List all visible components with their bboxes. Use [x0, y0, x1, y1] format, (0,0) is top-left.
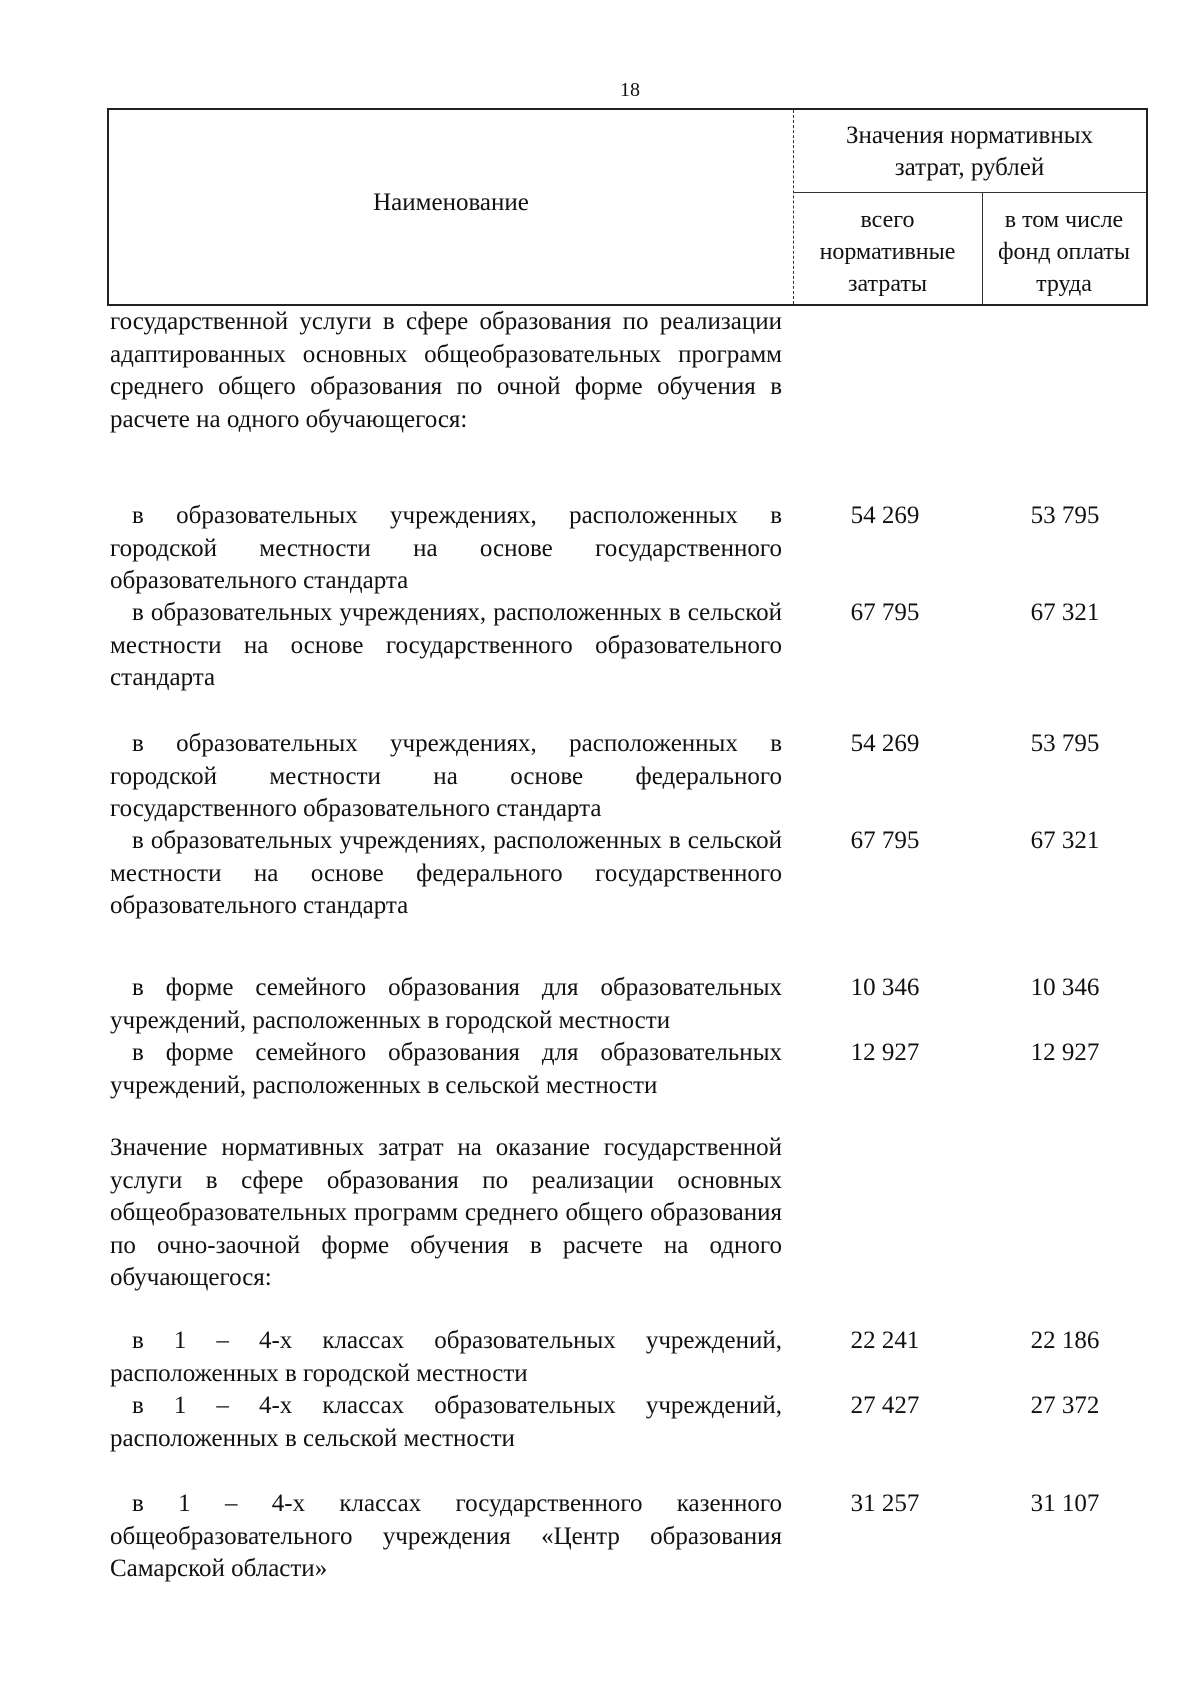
row-name: в 1 – 4-х классах образовательных учреждений, расположенных в городской местности [110, 1327, 782, 1387]
row-total: 12 927 [850, 1039, 920, 1066]
row-wage: 27 372 [1030, 1392, 1100, 1419]
row-wage: 31 107 [1030, 1490, 1100, 1517]
row-total: 31 257 [850, 1490, 920, 1517]
row-name: в 1 – 4-х классах государственного казенного общеобразовательного учреждения «Центр образования Самарской области» [110, 1490, 782, 1582]
header-wage: в том числе фонд оплаты труда [997, 207, 1131, 297]
row-name: в 1 – 4-х классах образовательных учреждений, расположенных в сельской местности [110, 1392, 782, 1452]
row-wage: 67 321 [1030, 827, 1100, 854]
row-total: 10 346 [850, 974, 920, 1001]
row-total: 27 427 [850, 1392, 920, 1419]
row-wage: 67 321 [1030, 599, 1100, 626]
header-total: всего нормативные затраты [819, 207, 956, 297]
row-wage: 10 346 [1030, 974, 1100, 1001]
row-total: 22 241 [850, 1327, 920, 1354]
row-total: 67 795 [850, 827, 920, 854]
page-number: 18 [620, 79, 640, 101]
row-wage: 53 795 [1030, 730, 1100, 757]
row-wage: 22 186 [1030, 1327, 1100, 1354]
row-total: 54 269 [850, 502, 920, 529]
row-name: в образовательных учреждениях, расположенных в городской местности на основе федерального государственного образовательного стандарта [110, 730, 782, 822]
table-header [107, 108, 1148, 306]
row-name: в образовательных учреждениях, расположенных в сельской местности на основе государственного образовательного стандарта [110, 599, 782, 691]
row-total: 67 795 [850, 599, 920, 626]
row-total: 54 269 [850, 730, 920, 757]
header-values: Значения нормативных затрат, рублей [845, 122, 1094, 181]
section-intro: государственной услуги в сфере образования по реализации адаптированных основных общеобразовательных программ среднего общего образования по очной форме обучения в расчете на одного обучающегося: [110, 308, 782, 433]
row-name: в форме семейного образования для образовательных учреждений, расположенных в сельской местности [110, 1039, 782, 1099]
row-wage: 53 795 [1030, 502, 1100, 529]
row-wage: 12 927 [1030, 1039, 1100, 1066]
header-name: Наименование [373, 189, 529, 216]
section-intro: Значение нормативных затрат на оказание государственной услуги в сфере образования по реализации основных общеобразовательных программ среднего общего образования по очно-заочной форме обучения в расчете на одного обучающегося: [110, 1134, 782, 1291]
row-name: в образовательных учреждениях, расположенных в городской местности на основе государственного образовательного стандарта [110, 502, 782, 594]
row-name: в образовательных учреждениях, расположенных в сельской местности на основе федерального государственного образовательного стандарта [110, 827, 782, 919]
header-divider [793, 192, 1146, 193]
row-name: в форме семейного образования для образовательных учреждений, расположенных в городской местности [110, 974, 782, 1034]
